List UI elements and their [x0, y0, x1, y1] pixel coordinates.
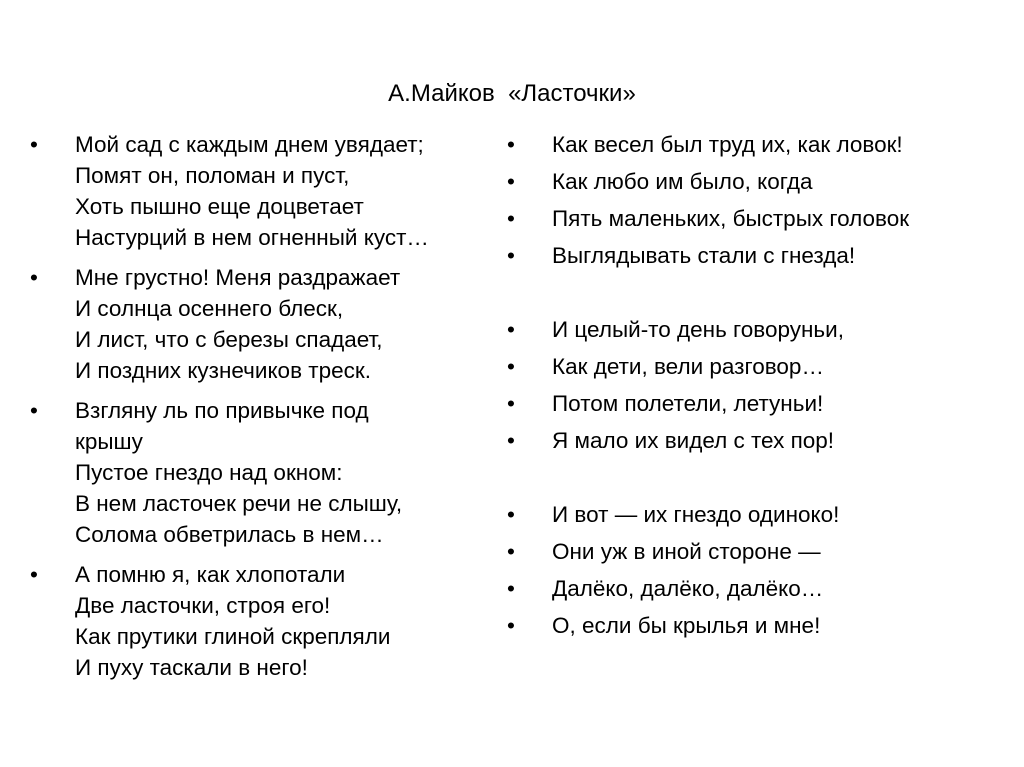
- bullet-icon: •: [507, 502, 515, 527]
- verse-item: [507, 351, 1007, 382]
- bullet-icon: •: [507, 132, 515, 157]
- verse-line: Как дети, вели разговор…: [552, 354, 824, 379]
- verse-item: [507, 610, 1007, 641]
- verse-line: Как весел был труд их, как ловок!: [552, 132, 903, 157]
- verse-line: Взгляну ль по привычке под: [75, 398, 369, 423]
- bullet-icon: •: [507, 317, 515, 342]
- bullet-icon: •: [507, 243, 515, 268]
- verse-line: Хоть пышно еще доцветает: [75, 194, 364, 219]
- bullet-icon: •: [507, 428, 515, 453]
- verse-item: [507, 314, 1007, 345]
- bullet-icon: •: [507, 391, 515, 416]
- bullet-icon: •: [507, 539, 515, 564]
- stanza-item: [30, 262, 500, 386]
- verse-item: [507, 536, 1007, 567]
- stanza-item: [30, 559, 500, 683]
- bullet-icon: •: [507, 613, 515, 638]
- verse-item: [507, 388, 1007, 419]
- verse-line: Мне грустно! Меня раздражает: [75, 265, 401, 290]
- bullet-icon: •: [30, 398, 38, 423]
- verse-item: [507, 129, 1007, 160]
- verse-line: Настурций в нем огненный куст…: [75, 225, 429, 250]
- verse-line: И солнца осеннего блеск,: [75, 296, 344, 321]
- verse-line: А помню я, как хлопотали: [75, 562, 346, 587]
- bullet-icon: •: [507, 576, 515, 601]
- verse-item: [507, 573, 1007, 604]
- verse-line: Пять маленьких, быстрых головок: [552, 206, 910, 231]
- bullet-icon: •: [507, 169, 515, 194]
- verse-line: Я мало их видел с тех пор!: [552, 428, 835, 453]
- verse-line: О, если бы крылья и мне!: [552, 613, 821, 638]
- verse-line: В нем ласточек речи не слышу,: [75, 491, 403, 516]
- slide-title: А.Майков «Ласточки»: [388, 80, 636, 107]
- stanza-gap: [507, 462, 1007, 499]
- verse-line: Далёко, далёко, далёко…: [552, 576, 824, 601]
- verse-line: Помят он, поломан и пуст,: [75, 163, 350, 188]
- verse-line: Они уж в иной стороне —: [552, 539, 821, 564]
- verse-item: [507, 166, 1007, 197]
- bullet-icon: •: [30, 132, 38, 157]
- verse-line: И вот — их гнездо одиноко!: [552, 502, 840, 527]
- bullet-icon: •: [30, 265, 38, 290]
- verse-item: [507, 240, 1007, 271]
- verse-line: Мой сад с каждым днем увядает;: [75, 132, 424, 157]
- verse-line: Пустое гнездо над окном:: [75, 460, 343, 485]
- verse-item: [507, 425, 1007, 456]
- poem-column-left: [30, 129, 500, 692]
- verse-line: Как прутики глиной скрепляли: [75, 624, 391, 649]
- stanza-item: [30, 129, 500, 253]
- verse-line: Солома обветрилась в нем…: [75, 522, 384, 547]
- bullet-icon: •: [507, 206, 515, 231]
- verse-item: [507, 499, 1007, 530]
- verse-item: [507, 203, 1007, 234]
- stanza-gap: [507, 277, 1007, 314]
- verse-line: И лист, что с березы спадает,: [75, 327, 383, 352]
- poem-column-right: [507, 129, 1007, 647]
- verse-line: крышу: [75, 429, 143, 454]
- stanza-item: [30, 395, 500, 550]
- verse-line: И целый-то день говоруньи,: [552, 317, 844, 342]
- bullet-icon: •: [30, 562, 38, 587]
- bullet-icon: •: [507, 354, 515, 379]
- verse-line: И поздних кузнечиков треск.: [75, 358, 371, 383]
- verse-line: Выглядывать стали с гнезда!: [552, 243, 856, 268]
- verse-line: И пуху таскали в него!: [75, 655, 308, 680]
- verse-line: Две ласточки, строя его!: [75, 593, 331, 618]
- verse-line: Потом полетели, летуньи!: [552, 391, 824, 416]
- verse-line: Как любо им было, когда: [552, 169, 813, 194]
